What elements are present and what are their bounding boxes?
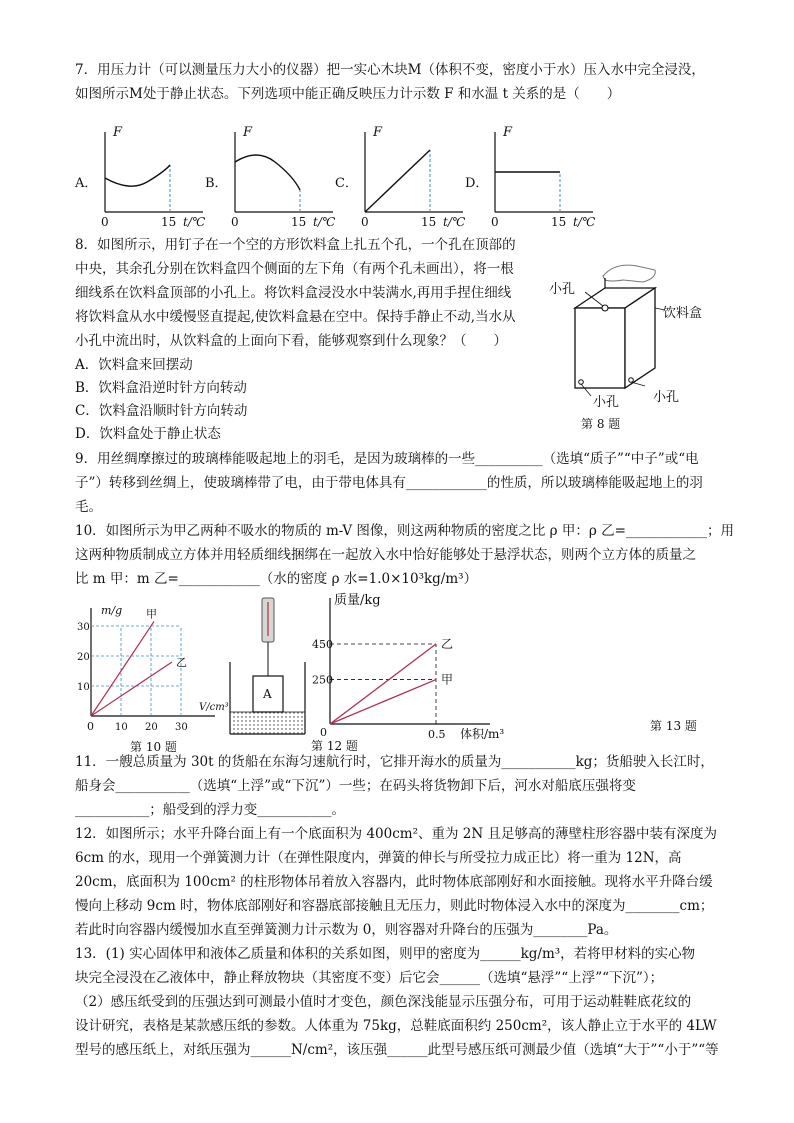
fig10	[75, 598, 229, 754]
svg-text:t/℃: t/℃	[443, 215, 466, 229]
q12-line: 6cm 的水，现用一个弹簧测力计（在弹性限度内，弹簧的伸长与所受拉力成正比）将一重为 12N，高	[75, 850, 682, 866]
fig13-caption: 第 13 题	[650, 719, 697, 733]
q9-line2: 子”）转移到丝绸上，使玻璃棒带了电，由于带电体具有____________的性质，所以玻璃棒能吸起地上的羽	[75, 475, 703, 491]
q12-line: 若此时向容器内缓慢加水直至弹簧测力计示数为 0，则容器对升降台的压强为________Pa。	[75, 922, 618, 938]
fig10-origin: 0	[87, 720, 94, 733]
q7a-curve	[105, 165, 170, 186]
svg-text:15: 15	[421, 215, 437, 229]
front-hole	[579, 380, 584, 385]
q9-line3: 毛。	[75, 499, 102, 515]
q13-line: 设计研究，表格是某款感压纸的参数。人体重为 75kg，总鞋底面积约 250cm²，该人静止立于水平的 4LW	[75, 1018, 717, 1034]
q12-line: 慢向上移动 9cm 时，物体底部刚好和容器底部接触且无压力，则此时物体浸入水中的深度为________cm；	[75, 898, 714, 914]
q7-option-a: A．	[75, 176, 98, 191]
q10-line1: 10．如图所示为甲乙两种不吸水的物质的 m-V 图像，则这两种物质的密度之比 ρ 甲：ρ 乙=____________；用	[75, 523, 734, 539]
fig10-ylabel: m/g	[101, 604, 123, 617]
q11-line1: 11．一艘总质量为 30t 的货船在东海匀速航行时，它排开海水的质量为___________kg；货船驶入长江时，	[75, 754, 714, 770]
fig10-series-label: 乙	[176, 656, 187, 669]
fig13-origin: 0	[320, 726, 327, 739]
svg-text:0: 0	[361, 215, 369, 229]
q7-graph-b	[205, 120, 345, 230]
q7-option-d: D．	[465, 176, 489, 191]
fig10-ytick: 30	[77, 622, 90, 633]
fig12-block-label: A	[263, 687, 272, 701]
fig10-xtick: 30	[175, 722, 188, 733]
fig13-xtick: 0.5	[428, 728, 446, 741]
fig10-xtick: 20	[145, 722, 158, 733]
q7a-ylabel: F	[113, 125, 123, 140]
q8-label-hole-bottom2: 小孔	[653, 390, 680, 405]
svg-text:15: 15	[551, 215, 567, 229]
q8-line: 中央，其余孔分别在饮料盒四个侧面的左下角（有两个孔未画出），将一根	[75, 261, 514, 277]
q8-label-hole-top: 小孔	[549, 282, 576, 297]
fig13-ylabel: 质量/kg	[334, 593, 381, 608]
q7-graph-c	[335, 120, 475, 230]
fig10-xtick: 10	[115, 722, 128, 733]
q7-line2: 如图所示M处于静止状态。下列选项中能正确反映压力计示数 F 和水温 t 关系的是（ ）	[75, 86, 621, 102]
fig10-xlabel: V/cm³	[199, 702, 229, 713]
svg-text:F: F	[503, 125, 513, 140]
fig12-caption: 第 12 题	[311, 739, 358, 753]
q12-line: 12．如图所示；水平升降台面上有一个底面积为 400cm²、重为 2N 且足够高的薄壁柱形容器中装有深度为	[75, 826, 717, 842]
svg-text:t/℃: t/℃	[313, 215, 336, 229]
q7c-line	[365, 150, 430, 212]
q8-line: 小孔中流出时，从饮料盒的上面向下看，能够观察到什么现象？（ ）	[75, 333, 507, 349]
svg-text:F: F	[373, 125, 383, 140]
q7b-curve	[235, 155, 300, 190]
svg-text:t/℃: t/℃	[573, 215, 596, 229]
fig10-series-line	[91, 662, 172, 716]
q8-label-box: 饮料盒	[663, 306, 703, 321]
q8-caption: 第 8 题	[581, 417, 621, 431]
q7a-xtick: 15	[161, 215, 177, 229]
q7-graph-a	[75, 120, 215, 230]
fig10-ytick: 10	[77, 682, 90, 693]
q7a-origin: 0	[101, 215, 109, 229]
q11-line3: ___________；船受到的浮力变___________。	[75, 802, 345, 818]
fig10-series-label: 甲	[146, 607, 157, 621]
side-hole	[629, 378, 634, 383]
q8-line: 将饮料盒从水中缓慢竖直提起,使饮料盒悬在空中。保持手静止不动,当水从	[75, 309, 516, 325]
fig13	[310, 588, 540, 748]
fig13-ytick: 450	[312, 638, 333, 651]
q8-option: D．饮料盒处于静止状态	[75, 426, 221, 442]
hand-icon	[603, 265, 655, 282]
q7b-ylabel: F	[243, 125, 253, 140]
q13-line: 13．(1) 实心固体甲和液体乙质量和体积的关系如图，则甲的密度为______kg/m³，若将甲材料的实心物	[75, 946, 696, 962]
svg-text:0: 0	[491, 215, 499, 229]
q8-line: 8．如图所示，用钉子在一个空的方形饮料盒上扎五个孔，一个孔在顶部的	[75, 237, 516, 253]
q8-option: A．饮料盒来回摆动	[75, 357, 193, 373]
fig13-xlabel: 体积/m³	[460, 727, 505, 741]
q12-line: 20cm，底面积为 100cm² 的柱形物体吊着放入容器内，此时物体底部刚好和水面接触。现将水平升降台缓	[75, 874, 713, 890]
q13-line: （2）感压纸受到的压强达到可测最小值时才变色，颜色深浅能显示压强分布，可用于运动鞋鞋底花纹的	[75, 994, 692, 1010]
q8-label-hole-bottom1: 小孔	[593, 395, 620, 410]
q7-option-c: C．	[335, 176, 358, 191]
q8-option: C．饮料盒沿顺时针方向转动	[75, 403, 248, 419]
q11-line2: 船身会___________（选填“上浮”或“下沉”）一些；在码头将货物卸下后，河水对船底压强将变	[75, 778, 636, 794]
fig13-series-label: 乙	[441, 637, 454, 651]
water	[231, 712, 305, 733]
svg-text:15: 15	[291, 215, 307, 229]
box-front	[575, 308, 625, 388]
fig13-series-line	[330, 680, 436, 724]
q8-figure	[545, 258, 735, 433]
q10-line2: 这两种物质制成立方体并用轻质细线捆绑在一起放入水中恰好能够处于悬浮状态，则两个立方体的质量之	[75, 547, 696, 563]
q10-line3: 比 m 甲：m 乙=____________（水的密度 ρ 水=1.0×10³kg/m³）	[75, 571, 478, 587]
fig10-ytick: 20	[77, 652, 90, 663]
q7-line1: 7．用压力计（可以测量压力大小的仪器）把一实心木块M（体积不变，密度小于水）压入水中完全浸没，	[75, 62, 705, 78]
fig13-series-label: 甲	[441, 672, 454, 687]
fig13-series-line	[330, 644, 436, 724]
q13-line: 型号的感压纸上，对纸压强为______N/cm²，该压强______此型号感压纸可测最少值（选填“大于”“小于”“等	[75, 1042, 719, 1058]
fig13-ytick: 250	[312, 673, 333, 687]
svg-text:0: 0	[231, 215, 239, 229]
q8-option: B．饮料盒沿逆时针方向转动	[75, 380, 247, 396]
q13-line: 块完全浸没在乙液体中，静止释放物块（其密度不变）后它会______（选填“悬浮”“上浮”“下沉”）；	[75, 970, 664, 986]
q7-graph-d	[465, 120, 605, 230]
fig10-caption: 第 10 题	[130, 740, 177, 754]
q7-option-b: B．	[205, 176, 228, 191]
q9-line1: 9．用丝绸摩擦过的玻璃棒能吸起地上的羽毛，是因为玻璃棒的一些__________（选填“质子”“中子”或“电	[75, 451, 699, 467]
fig10-series-line	[91, 622, 154, 717]
q8-line: 细线系在饮料盒顶部的小孔上。将饮料盒浸没水中装满水,再用手捏住细线	[75, 285, 512, 301]
q7a-xlabel: t/℃	[183, 215, 206, 229]
